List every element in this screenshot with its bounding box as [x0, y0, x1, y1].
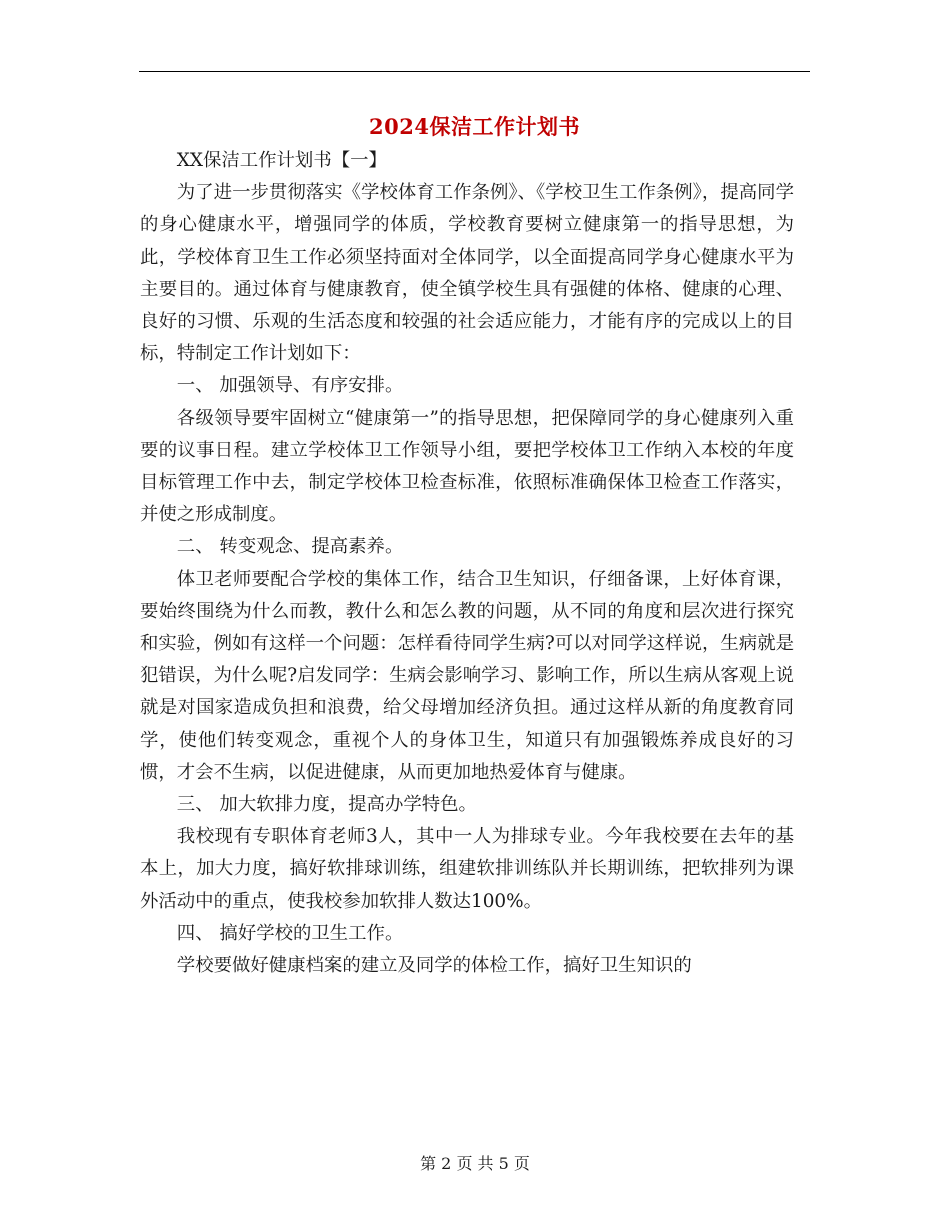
paragraph: 各级领导要牢固树立“健康第一”的指导思想，把保障同学的身心健康列入重要的议事日程。建立学校体卫工作领导小组，要把学校体卫工作纳入本校的年度目标管理工作中去，制定学校体卫检查标准，依照标准确保体卫检查工作落实，并使之形成制度。	[140, 407, 794, 526]
paragraph: 为了进一步贯彻落实《学校体育工作条例》、《学校卫生工作条例》，提高同学的身心健康水平，增强同学的体质，学校教育要树立健康第一的指导思想，为此，学校体育卫生工作必须坚持面对全体同学，以全面提高同学身心健康水平为主要目的。通过体育与健康教育，使全镇学校生具有强健的体格、健康的心理、良好的习惯、乐观的生活态度和较强的社会适应能力，才能有序的完成以上的目标，特制定工作计划如下：	[140, 182, 794, 365]
header-rule	[139, 71, 810, 72]
section-heading: 一、 加强领导、有序安排。	[176, 375, 404, 397]
paragraph: 学校要做好健康档案的建立及同学的体检工作，搞好卫生知识的	[176, 955, 692, 977]
section-heading: 四、 搞好学校的卫生工作。	[176, 922, 404, 944]
page-number: 第 2 页 共 5 页	[420, 1154, 530, 1173]
document-body	[140, 145, 794, 982]
paragraph: 我校现有专职体育老师3人，其中一人为排球专业。今年我校要在去年的基本上，加大力度，搞好软排球训练，组建软排训练队并长期训练，把软排列为课外活动中的重点，使我校参加软排人数达100%。	[140, 826, 794, 912]
document-title: 2024保洁工作计划书	[369, 114, 580, 139]
section-heading: 三、 加大软排力度，提高办学特色。	[176, 794, 477, 816]
section-heading: XX保洁工作计划书【一】	[176, 150, 387, 171]
paragraph: 体卫老师要配合学校的集体工作，结合卫生知识，仔细备课，上好体育课，要始终围绕为什么而教，教什么和怎么教的问题，从不同的角度和层次进行探究和实验，例如有这样一个问题：怎样看待同学生病?可以对同学这样说，生病就是犯错误，为什么呢?启发同学：生病会影响学习、影响工作，所以生病从客观上说就是对国家造成负担和浪费，给父母增加经济负担。通过这样从新的角度教育同学，使他们转变观念，重视个人的身体卫生，知道只有加强锻炼养成良好的习惯，才会不生病，以促进健康，从而更加地热爱体育与健康。	[140, 568, 794, 783]
section-heading: 二、 转变观念、提高素养。	[176, 536, 404, 558]
